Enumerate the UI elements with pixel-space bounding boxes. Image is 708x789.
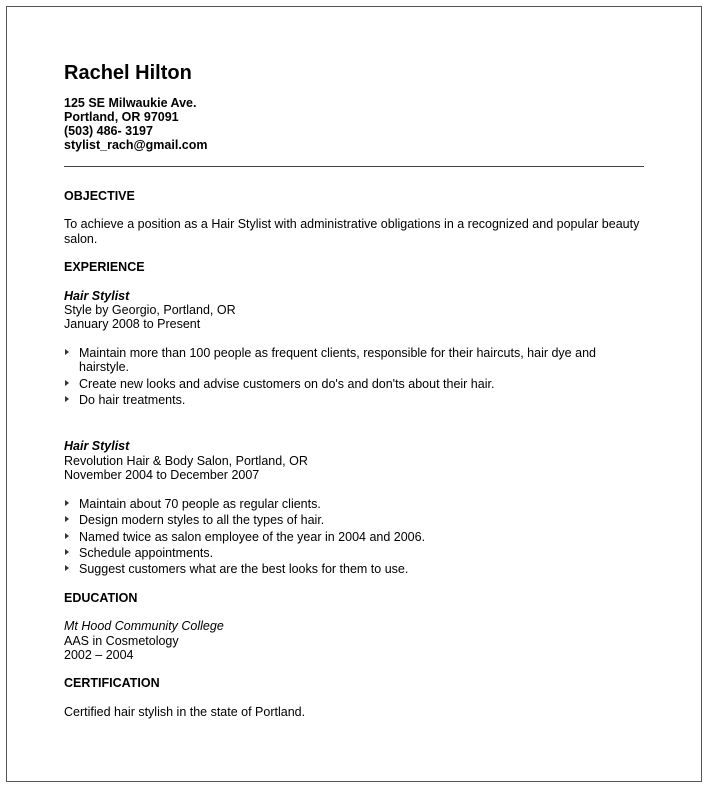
contact-block — [64, 96, 644, 152]
job-title: Hair Stylist — [64, 439, 130, 454]
objective-text: To achieve a position as a Hair Stylist with administrative obligations in a recognized and popular beauty salon. — [64, 217, 640, 246]
contact-street: 125 SE Milwaukie Ave. — [64, 96, 197, 110]
list-item — [64, 562, 644, 576]
education-years: 2002 – 2004 — [64, 647, 134, 662]
resume-content — [64, 61, 644, 719]
job-employer: Style by Georgio, Portland, OR — [64, 303, 236, 318]
job-entry-2 — [64, 439, 644, 576]
bullet-text: Maintain about 70 people as regular clients. — [79, 496, 321, 511]
job-dates: November 2004 to December 2007 — [64, 468, 260, 483]
list-item — [64, 546, 644, 560]
list-item — [64, 393, 644, 407]
header-divider — [64, 166, 644, 167]
education-heading: EDUCATION — [64, 590, 138, 605]
bullet-arrow-icon — [65, 549, 69, 555]
list-item — [64, 497, 644, 511]
list-item — [64, 377, 644, 391]
resume-page — [6, 6, 702, 782]
bullet-arrow-icon — [65, 516, 69, 522]
experience-heading: EXPERIENCE — [64, 260, 145, 275]
bullet-text: Design modern styles to all the types of hair. — [79, 513, 325, 528]
bullet-text: Named twice as salon employee of the year in 2004 and 2006. — [79, 529, 426, 544]
certification-heading: CERTIFICATION — [64, 676, 160, 691]
bullet-arrow-icon — [65, 396, 69, 402]
bullet-text: Schedule appointments. — [79, 545, 214, 560]
bullet-arrow-icon — [65, 565, 69, 571]
objective-heading: OBJECTIVE — [64, 189, 135, 203]
bullet-arrow-icon — [65, 380, 69, 386]
bullet-arrow-icon — [65, 533, 69, 539]
job-title: Hair Stylist — [64, 288, 130, 303]
certification-text: Certified hair stylish in the state of Portland. — [64, 704, 306, 719]
education-block — [64, 619, 644, 662]
candidate-name: Rachel Hilton — [64, 62, 192, 84]
list-item — [64, 530, 644, 544]
job-bullet-list — [64, 346, 644, 408]
job-dates: January 2008 to Present — [64, 317, 201, 332]
contact-phone: (503) 486- 3197 — [64, 124, 153, 138]
degree: AAS in Cosmetology — [64, 633, 179, 648]
list-item — [64, 346, 644, 375]
bullet-text: Suggest customers what are the best looks for them to use. — [79, 562, 409, 577]
job-entry-1 — [64, 289, 644, 408]
bullet-text: Maintain more than 100 people as frequent clients, responsible for their haircuts, hair dye and hairstyle. — [79, 345, 596, 375]
job-employer: Revolution Hair & Body Salon, Portland, OR — [64, 453, 308, 468]
contact-city: Portland, OR 97091 — [64, 110, 179, 124]
school-name: Mt Hood Community College — [64, 619, 224, 634]
bullet-arrow-icon — [65, 349, 69, 355]
contact-email: stylist_rach@gmail.com — [64, 138, 208, 152]
bullet-text: Create new looks and advise customers on do's and don'ts about their hair. — [79, 376, 495, 391]
bullet-arrow-icon — [65, 500, 69, 506]
list-item — [64, 513, 644, 527]
bullet-text: Do hair treatments. — [79, 393, 186, 408]
job-bullet-list — [64, 497, 644, 577]
